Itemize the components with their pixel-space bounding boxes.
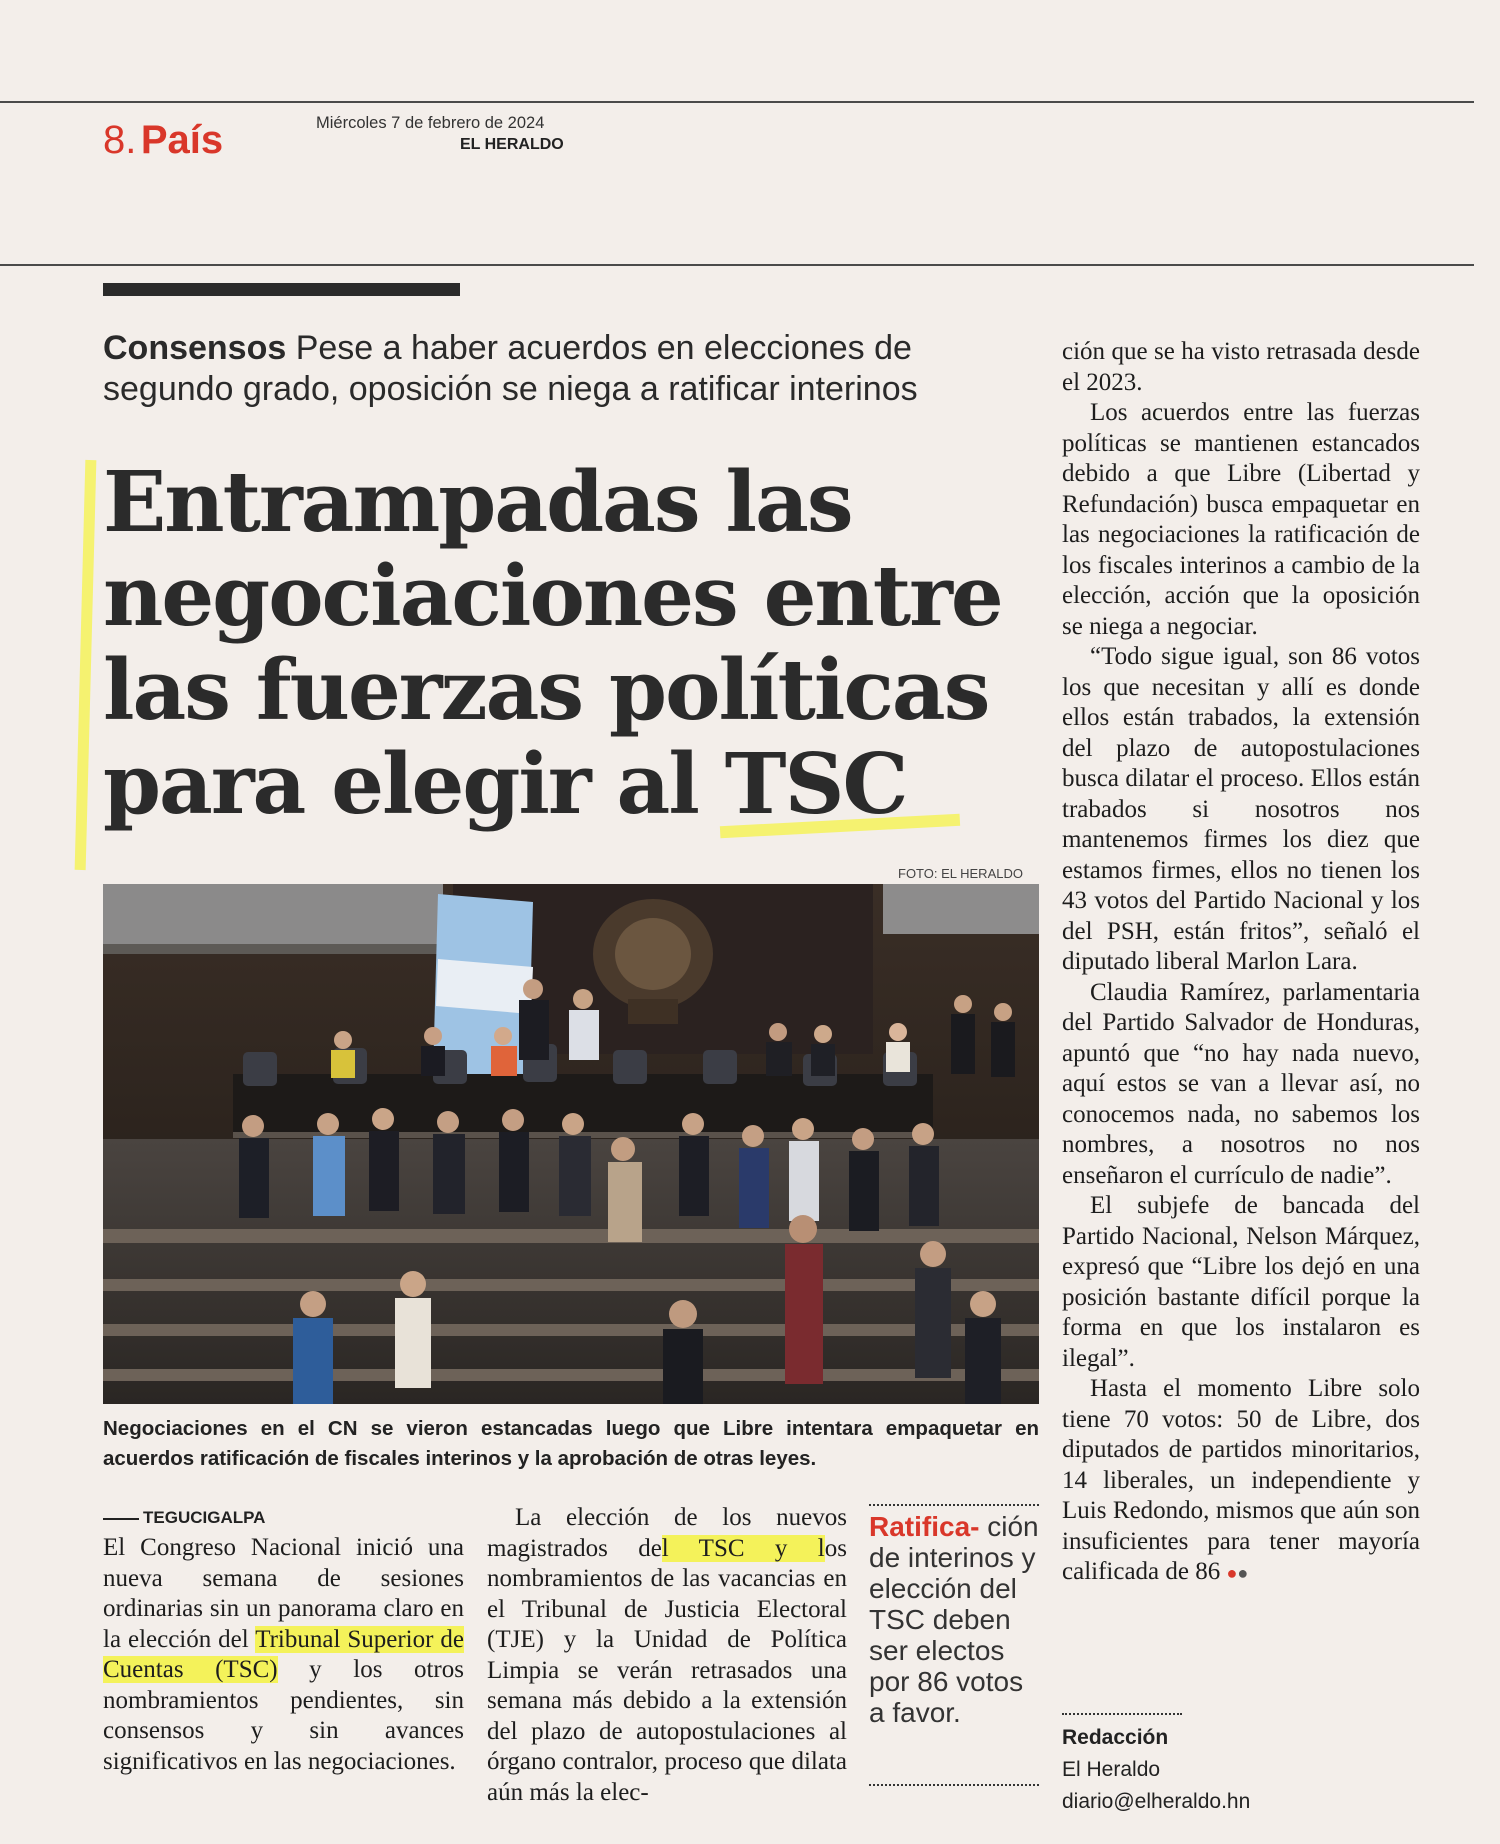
dateline-city: TEGUCIGALPA — [143, 1508, 266, 1527]
pullquote-top-rule — [869, 1504, 1039, 1506]
byline-outlet: El Heraldo — [1062, 1758, 1161, 1781]
article-top-bar — [103, 283, 460, 296]
byline — [1062, 1722, 1250, 1818]
page-number: 8. — [103, 118, 137, 162]
col3-paragraph-1: ción que se ha visto retrasada desde el 2023. — [1062, 338, 1420, 396]
section-name: País — [140, 118, 224, 162]
col3-paragraph-4: Claudia Ramírez, parlamentaria del Partido Salvador de Honduras, apuntó que “no hay nada nuevo, aquí estos se van a llevar así, no conocemos nada, no sabemos los nombres, a nosotros no nos enseñaron el currículo de nadie”. — [1062, 978, 1420, 1189]
col1-paragraph — [103, 1533, 464, 1777]
byline-rule — [1062, 1713, 1182, 1715]
body-column-2 — [487, 1503, 847, 1808]
headline-line-4: para elegir al TSC — [103, 735, 907, 833]
byline-label: Redacción — [1062, 1726, 1169, 1749]
header-bottom-rule — [0, 264, 1474, 266]
byline-email[interactable]: diario@elheraldo.hn — [1062, 1790, 1251, 1813]
deck-text: Pese a haber acuerdos en elecciones de segundo grado, oposición se niega a ratificar interinos — [103, 329, 918, 408]
col3-paragraph-3: “Todo sigue igual, son 86 votos los que necesitan y allí es donde ellos están trabados, la extensión del plazo de autopostulaciones busca dilatar el proceso. Ellos están trabados si nosotros nos mantenemos firmes los diez que estamos firmes, ellos no tienen los 43 votos del Partido Nacional y los del PSH, están fritos”, señaló el diputado liberal Marlon Lara. — [1062, 643, 1420, 975]
col1-text-start: El Congreso Nacional inició una nueva semana de sesiones ordinarias sin un panorama claro en la elección del — [103, 1534, 464, 1653]
highlighter-mark-left — [75, 460, 97, 870]
headline-line-2: negociaciones entre — [103, 547, 1002, 645]
pullquote — [869, 1511, 1039, 1728]
col2-text-end: os nombramientos de las vacancias en el Tribunal de Justicia Electoral (TJE) y la Unidad de Política Limpia se verán retrasados una semana más debido a la extensión del plazo de autopostulaciones al órgano contralor, proceso que dilata aún más la elec- — [487, 1534, 847, 1806]
body-column-3 — [1062, 337, 1420, 1589]
col3-paragraph-6 — [1062, 1374, 1420, 1589]
pullquote-text: ción de interinos y elección del TSC deben ser electos por 86 votos a favor. — [869, 1511, 1039, 1728]
photo-credit: FOTO: EL HERALDO — [898, 866, 1023, 881]
dateline — [103, 1508, 265, 1528]
col3-paragraph-2: Los acuerdos entre las fuerzas políticas se mantienen estancados debido a que Libre (Libertad y Refundación) busca empaquetar en las negociaciones la ratificación de los fiscales interinos a cambio de la elección, acción que la oposición se niega a negociar. — [1062, 399, 1420, 640]
col2-highlight: l TSC y l — [661, 1534, 825, 1562]
article-deck — [103, 328, 1033, 410]
pullquote-bottom-rule — [869, 1784, 1039, 1786]
col2-text-start: La elección de los nuevos magistrados de — [487, 1504, 847, 1562]
headline-line-3: las fuerzas políticas — [103, 641, 989, 739]
header-date: Miércoles 7 de febrero de 2024 — [316, 114, 545, 132]
headline — [103, 455, 1063, 831]
pullquote-lead: Ratifica- — [869, 1511, 980, 1542]
kicker: Consensos — [103, 329, 287, 367]
col1-text-end: y los otros nombramientos pendientes, sin consensos y sin avances significativos en las negociaciones. — [103, 1656, 464, 1775]
congress-chamber-illustration — [103, 884, 1039, 1404]
page-header — [103, 118, 223, 168]
col3-paragraph-6-text: Hasta el momento Libre solo tiene 70 votos: 50 de Libre, dos diputados de partidos minoritarios, 14 liberales, un independiente y Luis Redondo, mismos que aún son insuficientes para tener mayoría calificada de 86 — [1062, 1375, 1420, 1585]
end-mark-icon: ●● — [1226, 1563, 1249, 1584]
col3-paragraph-5: El subjefe de bancada del Partido Nacional, Nelson Márquez, expresó que “Libre los dejó en una posición bastante difícil porque la forma en que los instalaron es ilegal”. — [1062, 1192, 1420, 1372]
photo-caption: Negociaciones en el CN se vieron estancadas luego que Libre intentara empaquetar en acuerdos ratificación de fiscales interinos y la aprobación de otras leyes. — [103, 1417, 1039, 1470]
header-newspaper: EL HERALDO — [460, 136, 564, 153]
headline-line-1: Entrampadas las — [103, 453, 852, 551]
col2-paragraph — [487, 1503, 847, 1808]
col1-highlight: Tribunal Superior de Cuentas (TSC) — [103, 1625, 464, 1683]
top-rule — [0, 101, 1474, 103]
dateline-dash — [103, 1518, 139, 1520]
body-column-1 — [103, 1533, 464, 1777]
article-photo — [103, 884, 1039, 1404]
